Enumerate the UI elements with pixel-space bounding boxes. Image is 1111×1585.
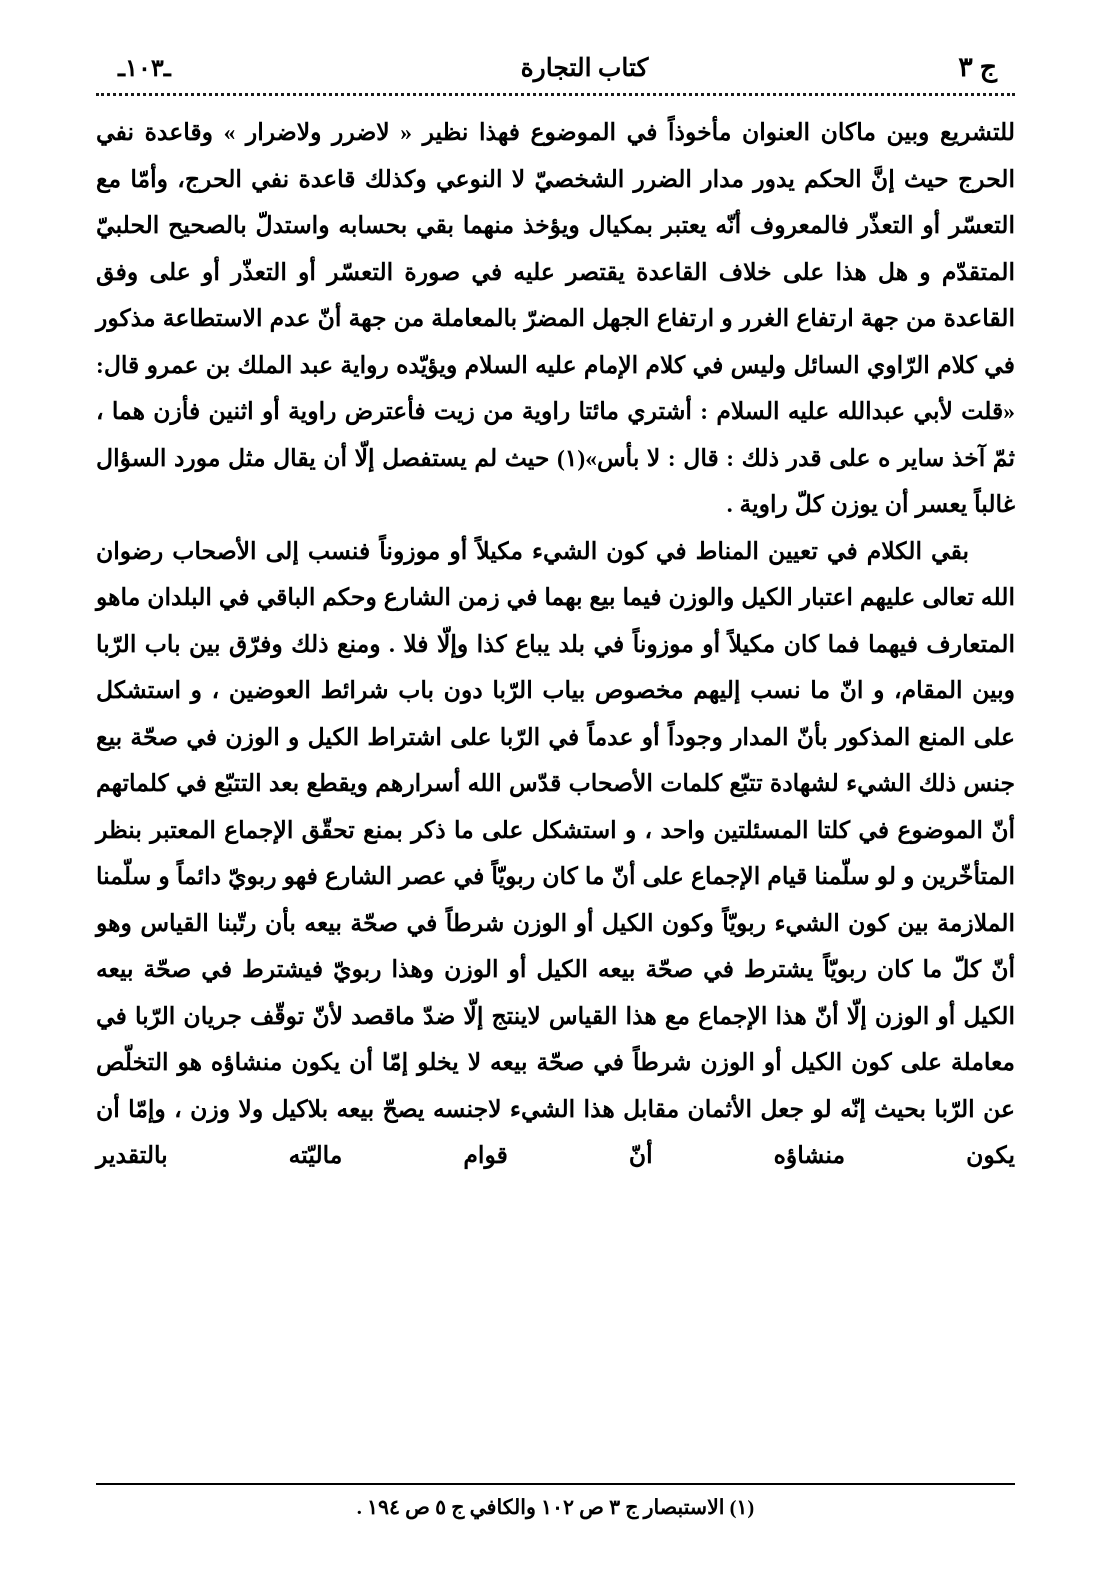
paragraph-2: بقي الكلام في تعيين المناط في كون الشيء مكيلاً أو موزوناً فنسب إلى الأصحاب رضوان الله تعالى عليهم اعتبار الكيل والوزن فيما بيع بهما في زمن الشارع وحكم الباقي في البلدان ماهو المتعارف فيهما فما كان مكيلاً أو موزوناً في بلد يباع كذا وإلّا فلا . ومنع ذلك وفرّق بين باب الرّبا وبين المقام، و انّ ما نسب إليهم مخصوص بياب الرّبا دون باب شرائط العوضين ، و استشكل على المنع المذكور بأنّ المدار وجوداً أو عدماً في الرّبا على اشتراط الكيل و الوزن في صحّة بيع جنس ذلك الشيء لشهادة تتبّع كلمات الأصحاب قدّس الله أسرارهم ويقطع بعد التتبّع في كلماتهم أنّ الموضوع في كلتا المسئلتين واحد ، و استشكل على ما ذكر بمنع تحقّق الإجماع المعتبر بنظر المتأخّرين و لو سلّمنا قيام الإجماع على أنّ ما كان ربويّاً في عصر الشارع فهو ربويّ دائماً و سلّمنا الملازمة بين كون الشيء ربويّاً وكون الكيل أو الوزن شرطاً في صحّة بيعه بأن رتّبنا القياس وهو أنّ كلّ ما كان ربويّاً يشترط في صحّة بيعه الكيل أو الوزن وهذا ربويّ فيشترط في صحّة بيعه الكيل أو الوزن إلّا أنّ هذا الإجماع مع هذا القياس لاينتج إلّا ضدّ ماقصد لأنّ توقّف جريان الرّبا في معاملة على كون الكيل أو الوزن شرطاً في صحّة بيعه لا يخلو إمّا أن يكون منشاؤه هو التخلّص عن الرّبا بحيث إنّه لو جعل الأثمان مقابل هذا الشيء لاجنسه يصحّ بيعه بلاكيل ولا وزن ، وإمّا أن يكون منشاؤه أنّ قوام ماليّته بالتقدير xyxy=(96,538,1015,1169)
book-title: كتاب التجارة xyxy=(520,55,649,82)
page-header xyxy=(96,52,1015,83)
page-number: ـ١٠٣ـ xyxy=(118,56,171,82)
footnote-text: (١) الاستبصار ج ٣ ص ١٠٢ والكافي ج ٥ ص ١٩٤ . xyxy=(356,1497,755,1519)
paragraph-1: للتشريع وبين ماكان العنوان مأخوذاً في الموضوع فهذا نظير « لاضرر ولاضرار » وقاعدة نفي الحرج حيث إنَّ الحكم يدور مدار الضرر الشخصيّ لا النوعي وكذلك قاعدة نفي الحرج، وأمّا مع التعسّر أو التعذّر فالمعروف أنّه يعتبر بمكيال ويؤخذ منهما بقي بحسابه واستدلّ بالصحيح الحلبيّ المتقدّم و هل هذا على خلاف القاعدة يقتصر عليه في صورة التعسّر أو التعذّر أو على وفق القاعدة من جهة ارتفاع الغرر و ارتفاع الجهل المضرّ بالمعاملة من جهة أنّ عدم الاستطاعة مذكور في كلام الرّاوي السائل وليس في كلام الإمام عليه السلام ويؤيّده رواية عبد الملك بن عمرو قال: «قلت لأبي عبدالله عليه السلام : أشتري مائتا راوية من زيت فأعترض راوية أو اثنين فأزن هما ، ثمّ آخذ ساير ه على قدر ذلك : قال : لا بأس»(١) حيث لم يستفصل إلّا أن يقال مثل مورد السؤال غالباً يعسر أن يوزن كلّ راوية . xyxy=(96,120,1015,518)
volume-label: ج ٣ xyxy=(958,52,997,82)
footnote-section xyxy=(96,1483,1015,1523)
footnote-divider xyxy=(96,1483,1015,1485)
header-divider xyxy=(96,93,1015,96)
body-text xyxy=(96,110,1015,1180)
